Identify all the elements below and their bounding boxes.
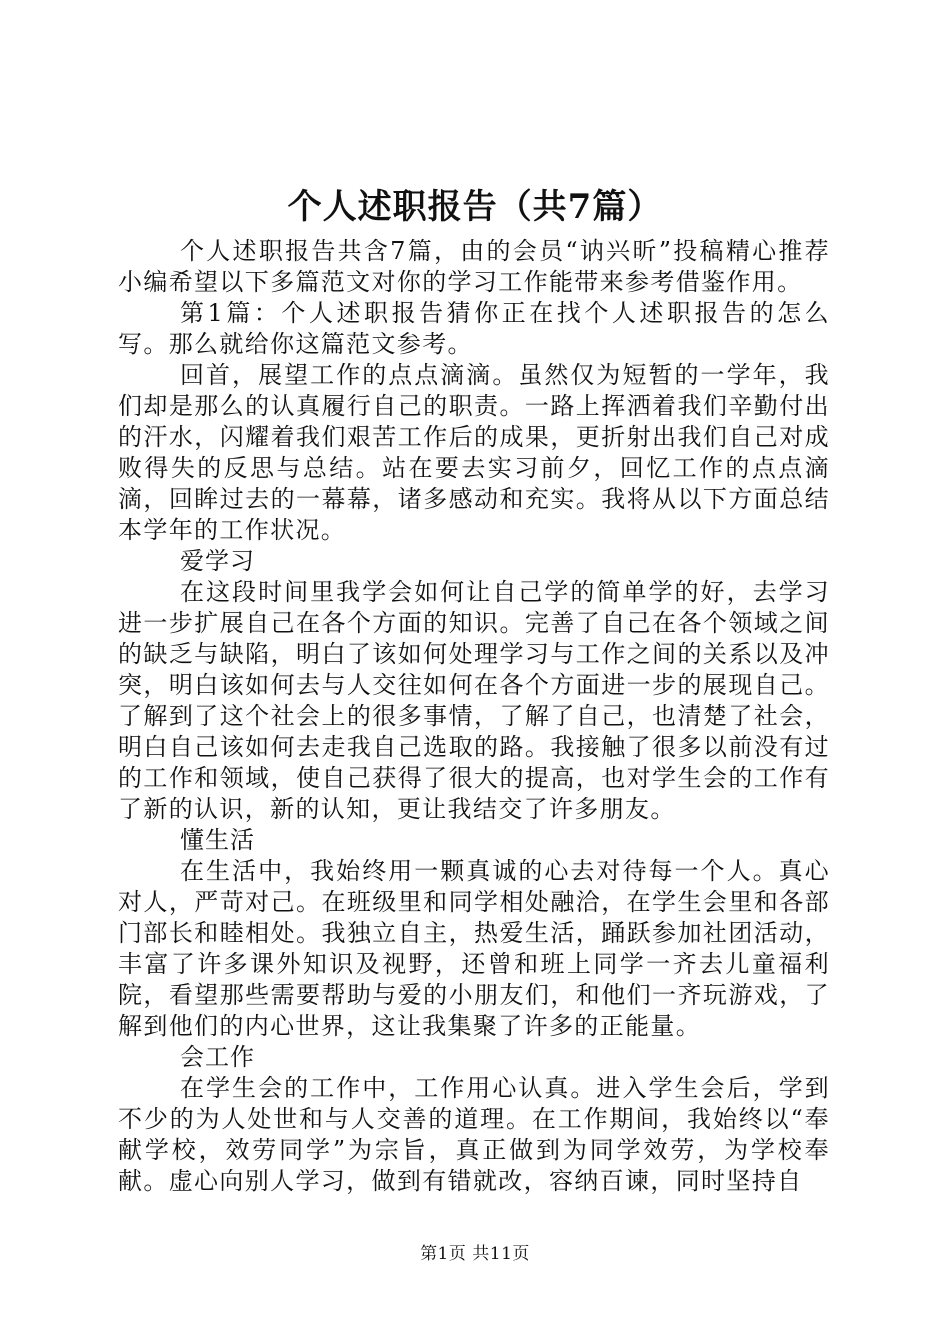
section-heading-life: 懂生活 <box>180 826 255 854</box>
section-heading-study: 爱学习 <box>180 547 255 575</box>
paragraph-intro: 个人述职报告共含7篇，由的会员“讷兴昕”投稿精心推荐小编希望以下多篇范文对你的学习工作能带来参考借鉴作用。 <box>118 237 830 296</box>
page-number-footer: 第1页 共11页 <box>420 1244 530 1264</box>
section-heading-work: 会工作 <box>180 1043 255 1071</box>
paragraph-study: 在这段时间里我学会如何让自己学的简单学的好，去学习进一步扩展自己在各个方面的知识。完善了自己在各个领域之间的缺乏与缺陷，明白了该如何处理学习与工作之间的关系以及冲突，明白该如何去与人交往如何在各个方面进一步的展现自己。了解到了这个社会上的很多事情，了解了自己，也清楚了社会，明白自己该如何去走我自己选取的路。我接触了很多以前没有过的工作和领域，使自己获得了很大的提高，也对学生会的工作有了新的认识，新的认知，更让我结交了许多朋友。 <box>118 578 830 823</box>
paragraph-review: 回首，展望工作的点点滴滴。虽然仅为短暂的一学年，我们却是那么的认真履行自己的职责。一路上挥洒着我们辛勤付出的汗水，闪耀着我们艰苦工作后的成果，更折射出我们自己对成败得失的反思与总结。站在要去实习前夕，回忆工作的点点滴滴，回眸过去的一幕幕，诸多感动和充实。我将从以下方面总结本学年的工作状况。 <box>118 361 830 544</box>
paragraph-part-one: 第1篇：个人述职报告猜你正在找个人述职报告的怎么写。那么就给你这篇范文参考。 <box>118 299 830 358</box>
document-title: 个人述职报告（共7篇） <box>287 187 663 227</box>
paragraph-life: 在生活中，我始终用一颗真诚的心去对待每一个人。真心对人，严苛对己。在班级里和同学相处融洽，在学生会里和各部门部长和睦相处。我独立自主，热爱生活，踊跃参加社团活动，丰富了许多课外知识及视野，还曾和班上同学一齐去儿童福利院，看望那些需要帮助与爱的小朋友们，和他们一齐玩游戏，了解到他们的内心世界，这让我集聚了许多的正能量。 <box>118 857 830 1040</box>
paragraph-work: 在学生会的工作中，工作用心认真。进入学生会后，学到不少的为人处世和与人交善的道理。在工作期间，我始终以“奉献学校，效劳同学”为宗旨，真正做到为同学效劳，为学校奉献。虚心向别人学习，做到有错就改，容纳百谏，同时坚持自 <box>118 1074 830 1195</box>
document-body <box>118 236 830 1197</box>
